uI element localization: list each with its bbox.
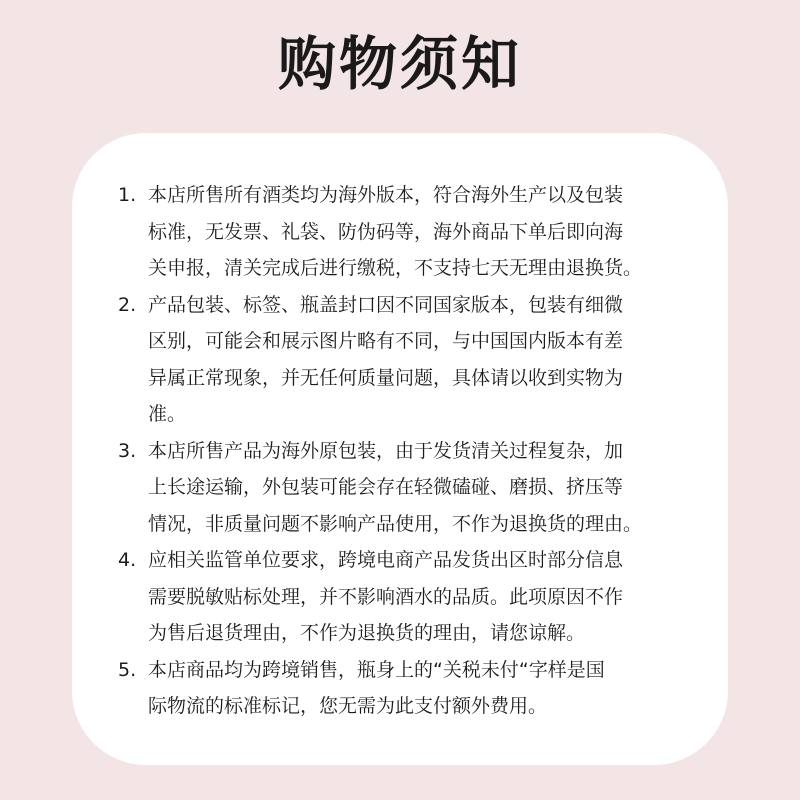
- page-title: 购物须知: [277, 30, 522, 98]
- notice-item-4: [118, 542, 698, 652]
- item-text: 本店所售所有酒类均为海外版本，符合海外生产以及包装 标准，无发票、礼袋、防伪码等，海外商品下单后即向海 关申报，清关完成后进行缴税，不支持七天无理由退换货。: [148, 184, 643, 279]
- item-number: 2.: [118, 293, 137, 316]
- item-number: 5.: [118, 658, 137, 681]
- notice-list: [118, 177, 698, 725]
- item-text: 本店所售产品为海外原包装，由于发货清关过程复杂，加 上长途运输，外包装可能会存在轻微磕碰、磨损、挤压等 情况，非质量问题不影响产品使用，不作为退换货的理由。: [148, 439, 643, 535]
- notice-item-1: [118, 177, 698, 287]
- item-number: 3.: [118, 439, 137, 462]
- item-number: 1.: [118, 184, 137, 206]
- notice-item-3: [118, 433, 698, 543]
- notice-item-5: [118, 652, 698, 725]
- notice-item-2: [118, 287, 698, 433]
- item-number: 4.: [118, 549, 137, 571]
- notice-card: [72, 133, 728, 765]
- item-text: 本店商品均为跨境销售，瓶身上的“关税未付“字样是国 际物流的标准标记，您无需为此支付额外费用。: [148, 658, 605, 717]
- item-text: 产品包装、标签、瓶盖封口因不同国家版本，包装有细微 区别，可能会和展示图片略有不同，与中国国内版本有差 异属正常现象，并无任何质量问题，具体请以收到实物为 准。: [148, 293, 624, 425]
- item-text: 应相关监管单位要求，跨境电商产品发货出区时部分信息 需要脱敏贴标处理，并不影响酒水的品质。此项原因不作 为售后退货理由，不作为退换货的理由，请您谅解。: [148, 549, 624, 644]
